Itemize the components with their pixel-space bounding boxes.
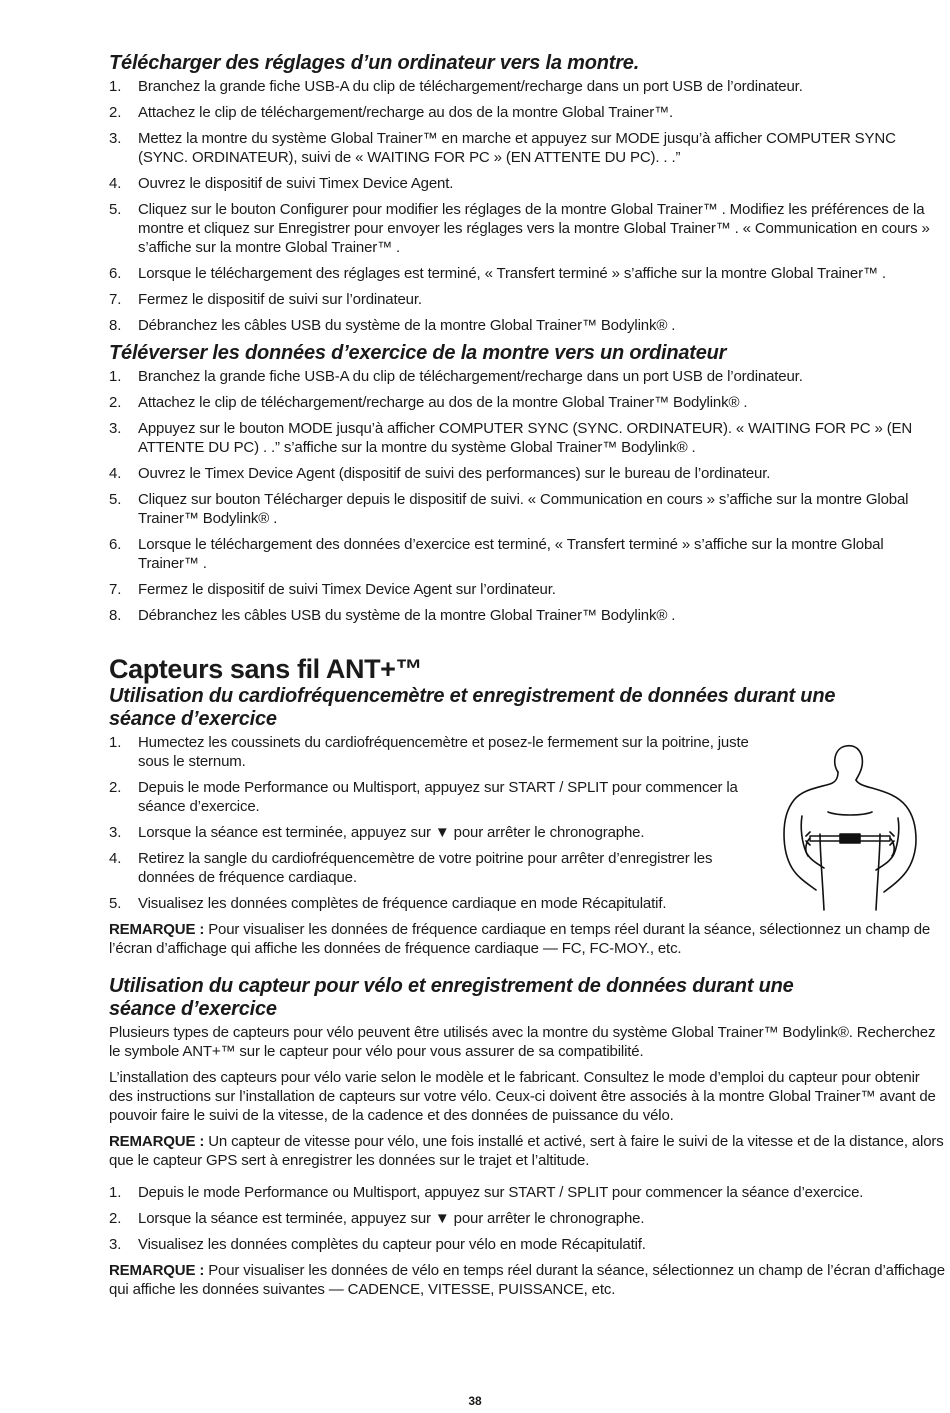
list-item: 4. Ouvrez le dispositif de suivi Timex Device Agent. (109, 175, 454, 192)
paragraph-bike-types: Plusieurs types de capteurs pour vélo peuvent être utilisés avec la montre du système Global Trainer™ Bodylink®. Recherchez le symbole ANT+™ sur le capteur pour vélo pour vous assurer de sa compatibilité. (109, 1024, 936, 1060)
note-bike-speed: REMARQUE : Un capteur de vitesse pour vélo, une fois installé et activé, sert à faire le suivi de la vitesse et de la distance, alors que le capteur GPS sert à enregistrer les données sur le trajet et l’altitude. (109, 1133, 944, 1169)
list-item: 1. Depuis le mode Performance ou Multisport, appuyez sur START / SPLIT pour commencer la séance d’exercice. (109, 1184, 864, 1201)
list-item: 5. Cliquez sur le bouton Configurer pour modifier les réglages de la montre Global Trainer™ . Modifiez les préférences de la montre et cliquez sur Enregistrer pour envoyer les réglages vers la montre Global Trainer™ . « Communication en cours » s’affiche sur la montre Global Trainer™ . (109, 201, 930, 256)
list-item: 2. Depuis le mode Performance ou Multisport, appuyez sur START / SPLIT pour commencer la séance d’exercice. (109, 779, 738, 815)
note-heart-rate: REMARQUE : Pour visualiser les données de fréquence cardiaque en temps réel durant la séance, sélectionnez un champ de l’écran d’affichage qui affiche les données de fréquence cardiaque — FC, FC-MOY., etc. (109, 921, 931, 957)
list-item: 1. Branchez la grande fiche USB-A du clip de téléchargement/recharge dans un port USB de l’ordinateur. (109, 78, 803, 95)
list-item: 3. Mettez la montre du système Global Trainer™ en marche et appuyez sur MODE jusqu’à afficher COMPUTER SYNC (SYNC. ORDINATEUR), suivi de « WAITING FOR PC » (EN ATTENTE DU PC). . .” (109, 130, 896, 166)
steps-bike-sensor (109, 1183, 945, 1254)
page-content (109, 52, 945, 1306)
list-item: 2. Attachez le clip de téléchargement/recharge au dos de la montre Global Trainer™. (109, 104, 673, 121)
section-title-upload-settings: Télécharger des réglages d’un ordinateur vers la montre. (109, 52, 640, 74)
list-item: 4. Retirez la sangle du cardiofréquencemètre de votre poitrine pour arrêter d’enregistrer les données de fréquence cardiaque. (109, 850, 713, 886)
list-item: 5. Cliquez sur bouton Télécharger depuis le dispositif de suivi. « Communication en cours » s’affiche sur la montre Global Trainer™ Bodylink® . (109, 491, 909, 527)
list-item: 6. Lorsque le téléchargement des réglages est terminé, « Transfert terminé » s’affiche sur la montre Global Trainer™ . (109, 265, 886, 282)
steps-upload-settings (109, 77, 945, 335)
list-item: 7. Fermez le dispositif de suivi Timex Device Agent sur l’ordinateur. (109, 581, 556, 598)
list-item: 8. Débranchez les câbles USB du système de la montre Global Trainer™ Bodylink® . (109, 607, 676, 624)
list-item: 1. Humectez les coussinets du cardiofréquencemètre et posez-le fermement sur la poitrine, juste sous le sternum. (109, 734, 749, 770)
section-heading-ant-sensors: Capteurs sans fil ANT+™ (109, 654, 423, 684)
list-item: 8. Débranchez les câbles USB du système de la montre Global Trainer™ Bodylink® . (109, 317, 676, 334)
note-label: REMARQUE : (109, 921, 205, 938)
list-item: 7. Fermez le dispositif de suivi sur l’ordinateur. (109, 291, 422, 308)
note-bike-realtime: REMARQUE : Pour visualiser les données de vélo en temps réel durant la séance, sélectionnez un champ de l’écran d’affichage qui affiche les données suivantes — CADENCE, VITESSE, PUISSANCE, etc. (109, 1262, 945, 1298)
list-item: 2. Attachez le clip de téléchargement/recharge au dos de la montre Global Trainer™ Bodylink® . (109, 394, 748, 411)
list-item: 4. Ouvrez le Timex Device Agent (dispositif de suivi des performances) sur le bureau de l’ordinateur. (109, 465, 771, 482)
paragraph-bike-install: L’installation des capteurs pour vélo varie selon le modèle et le fabricant. Consultez le mode d’emploi du capteur pour obtenir des instructions sur l’installation de capteurs sur votre vélo. Ceux-ci doivent être associés à la montre Global Trainer™ avant de pouvoir faire le suivi de la vitesse, de la cadence et des données de puissance du vélo. (109, 1069, 936, 1124)
list-item: 1. Branchez la grande fiche USB-A du clip de téléchargement/recharge dans un port USB de l’ordinateur. (109, 368, 803, 385)
note-label: REMARQUE : (109, 1262, 205, 1279)
list-item: 3. Lorsque la séance est terminée, appuyez sur ▼ pour arrêter le chronographe. (109, 824, 645, 841)
list-item: 6. Lorsque le téléchargement des données d’exercice est terminé, « Transfert terminé » s’affiche sur la montre Global Trainer™ . (109, 536, 884, 572)
page-number: 38 (468, 1394, 482, 1408)
list-item: 3. Appuyez sur le bouton MODE jusqu’à afficher COMPUTER SYNC (SYNC. ORDINATEUR). « WAITING FOR PC » (EN ATTENTE DU PC) . .” s’affiche sur la montre du système Global Trainer™ Bodylink® . (109, 420, 913, 456)
section-title-bike-sensor: Utilisation du capteur pour vélo et enregistrement de données durant une séance d’exercice (109, 975, 794, 1020)
chest-strap-illustration-icon (780, 742, 920, 912)
note-label: REMARQUE : (109, 1133, 205, 1150)
list-item: 2. Lorsque la séance est terminée, appuyez sur ▼ pour arrêter le chronographe. (109, 1210, 645, 1227)
section-title-heart-rate: Utilisation du cardiofréquencemètre et enregistrement de données durant une séance d’exercice (109, 685, 836, 730)
steps-download-workouts (109, 367, 945, 625)
list-item: 5. Visualisez les données complètes de fréquence cardiaque en mode Récapitulatif. (109, 895, 667, 912)
list-item: 3. Visualisez les données complètes du capteur pour vélo en mode Récapitulatif. (109, 1236, 646, 1253)
section-title-download-workouts: Téléverser les données d’exercice de la montre vers un ordinateur (109, 342, 727, 364)
